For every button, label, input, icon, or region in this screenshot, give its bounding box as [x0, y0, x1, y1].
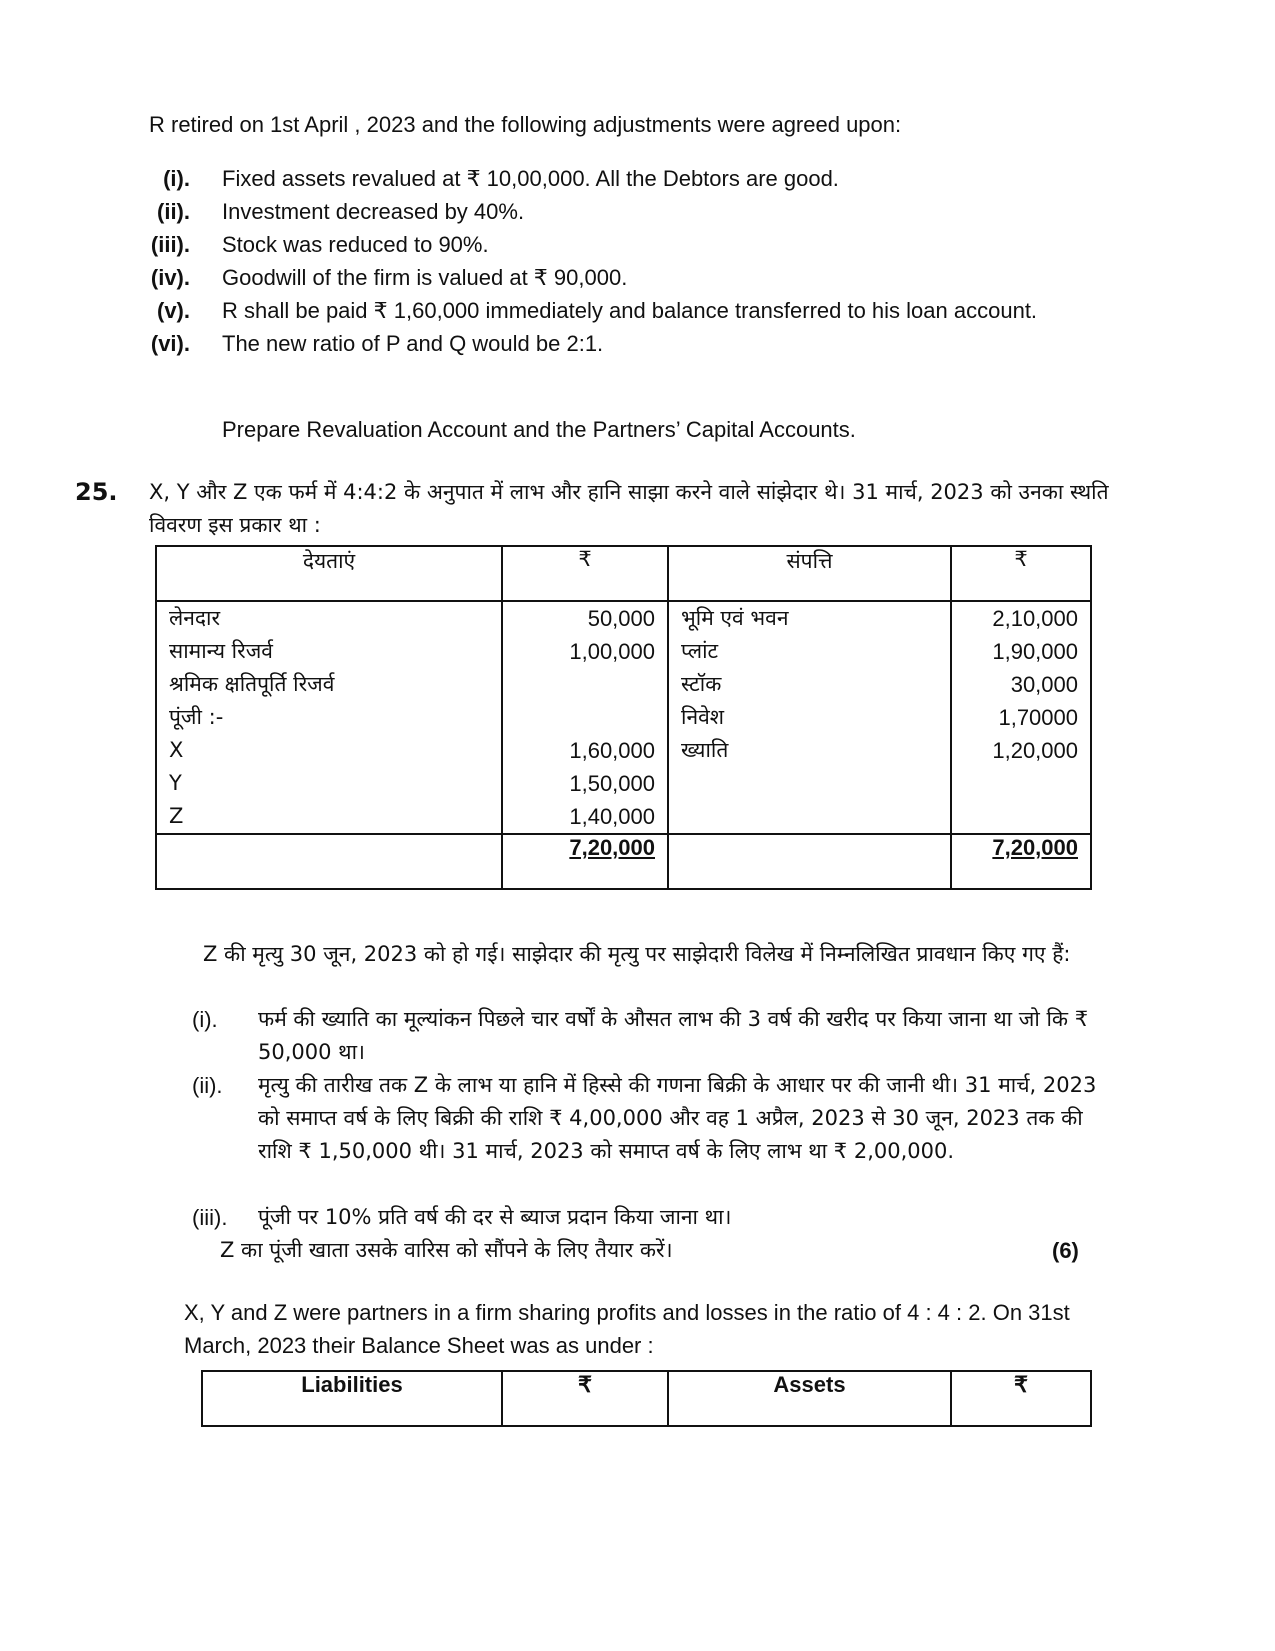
item-number: (ii).	[192, 1073, 223, 1098]
question-number: 25.	[75, 478, 118, 506]
asset-amount: 2,10,000	[992, 606, 1078, 631]
header-assets: संपत्ति	[668, 546, 951, 601]
asset-item: ख्याति	[681, 738, 729, 762]
asset-amount: 30,000	[1010, 672, 1078, 697]
liability-item: सामान्य रिजर्व	[169, 639, 273, 663]
list-item	[140, 327, 1125, 360]
total-label-cell	[668, 834, 951, 889]
liability-item: श्रमिक क्षतिपूर्ति रिजर्व	[169, 672, 335, 696]
assets-column	[668, 601, 951, 834]
asset-amount: 1,90,000	[992, 639, 1078, 664]
item-number: (iii).	[150, 232, 190, 257]
list-item	[140, 261, 1125, 294]
item-number: (v).	[157, 298, 190, 323]
item-number: (i).	[163, 166, 190, 191]
list-item	[180, 1201, 1110, 1234]
marks-badge: (6)	[1052, 1238, 1079, 1263]
liability-amount: 1,00,000	[569, 639, 655, 664]
death-instruction: Z का पूंजी खाता उसके वारिस को सौंपने के लिए तैयार करें।	[220, 1238, 673, 1262]
asset-item: स्टॉक	[681, 672, 722, 696]
liability-item: Z	[169, 804, 184, 828]
asset-amount: 1,20,000	[992, 738, 1078, 763]
liability-amount	[515, 668, 655, 701]
question-english-intro: X, Y and Z were partners in a firm sharing profits and losses in the ratio of 4 : 4 : 2. On 31st March, 2023 their Balance Sheet was as under :	[184, 1300, 1070, 1358]
item-text: Stock was reduced to 90%.	[222, 232, 489, 257]
item-text: The new ratio of P and Q would be 2:1.	[222, 331, 604, 356]
item-text: फर्म की ख्याति का मूल्यांकन पिछले चार वर्षों के औसत लाभ की 3 वर्ष की खरीद पर किया जाना था जो कि ₹ 50,000 था।	[258, 1007, 1089, 1064]
liability-item: लेनदार	[169, 606, 221, 630]
liabilities-column	[156, 601, 502, 834]
asset-item: निवेश	[681, 705, 725, 729]
header-amount: ₹	[951, 546, 1091, 601]
item-number: (iii).	[192, 1205, 228, 1230]
item-text: पूंजी पर 10% प्रति वर्ष की दर से ब्याज प्रदान किया जाना था।	[258, 1205, 732, 1229]
asset-item: भूमि एवं भवन	[681, 606, 789, 630]
header-amount: ₹	[502, 1371, 668, 1426]
list-item	[140, 228, 1125, 261]
item-number: (ii).	[157, 199, 190, 224]
liability-amount: 1,60,000	[569, 738, 655, 763]
item-text: Goodwill of the firm is valued at ₹ 90,000.	[222, 265, 628, 290]
item-number: (i).	[192, 1007, 218, 1032]
list-item	[180, 1003, 1110, 1069]
total-label-cell	[156, 834, 502, 889]
header-assets: Assets	[668, 1371, 951, 1426]
liability-item: Y	[169, 771, 182, 795]
item-text: R shall be paid ₹ 1,60,000 immediately and balance transferred to his loan account.	[222, 298, 1038, 323]
question-hindi-intro: X, Y और Z एक फर्म में 4:4:2 के अनुपात में लाभ और हानि साझा करने वाले सांझेदार थे। 31 मार्च, 2023 को उनका स्थति विवरण इस प्रकार था :	[149, 480, 1109, 537]
list-item	[140, 195, 1125, 228]
liability-amount	[515, 701, 655, 734]
list-item	[140, 294, 1125, 327]
balance-sheet-english	[201, 1370, 1092, 1427]
header-amount: ₹	[951, 1371, 1091, 1426]
item-number: (vi).	[150, 331, 190, 356]
adjustments-list	[140, 162, 1125, 360]
retirement-intro: R retired on 1st April , 2023 and the following adjustments were agreed upon:	[149, 112, 902, 137]
list-item	[180, 1069, 1110, 1201]
header-liabilities: देयताएं	[156, 546, 502, 601]
liability-amount: 1,40,000	[569, 804, 655, 829]
header-liabilities: Liabilities	[202, 1371, 502, 1426]
liability-amounts-column	[502, 601, 668, 834]
asset-amounts-column	[951, 601, 1091, 834]
total-assets: 7,20,000	[951, 834, 1091, 889]
liability-item: X	[169, 738, 184, 762]
balance-sheet-hindi	[155, 545, 1092, 890]
item-text: मृत्यु की तारीख तक Z के लाभ या हानि में हिस्से की गणना बिक्री के आधार पर की जानी थी। 31 मार्च, 2023 को समाप्त वर्ष के लिए बिक्री की राशि ₹ 4,00,000 और वह 1 अप्रैल, 2023 से 30 जून, 2023 तक की राशि ₹ 1,50,000 थी। 31 मार्च, 2023 को समाप्त वर्ष के लिए लाभ था ₹ 2,00,000.	[258, 1073, 1097, 1163]
death-intro: Z की मृत्यु 30 जून, 2023 को हो गई। साझेदार की मृत्यु पर साझेदारी विलेख में निम्नलिखित प्रावधान किए गए हैं:	[203, 942, 1071, 966]
death-provisions-list	[180, 1003, 1110, 1234]
item-text: Investment decreased by 40%.	[222, 199, 525, 224]
item-number: (iv).	[150, 265, 190, 290]
asset-amount: 1,70000	[998, 705, 1078, 730]
asset-item: प्लांट	[681, 639, 719, 663]
item-text: Fixed assets revalued at ₹ 10,00,000. All the Debtors are good.	[222, 166, 839, 191]
total-liabilities: 7,20,000	[502, 834, 668, 889]
header-amount: ₹	[502, 546, 668, 601]
liability-amount: 1,50,000	[569, 771, 655, 796]
liability-amount: 50,000	[587, 606, 655, 631]
list-item	[140, 162, 1125, 195]
prepare-instruction: Prepare Revaluation Account and the Partners’ Capital Accounts.	[222, 417, 856, 442]
liability-item: पूंजी :-	[169, 705, 224, 729]
